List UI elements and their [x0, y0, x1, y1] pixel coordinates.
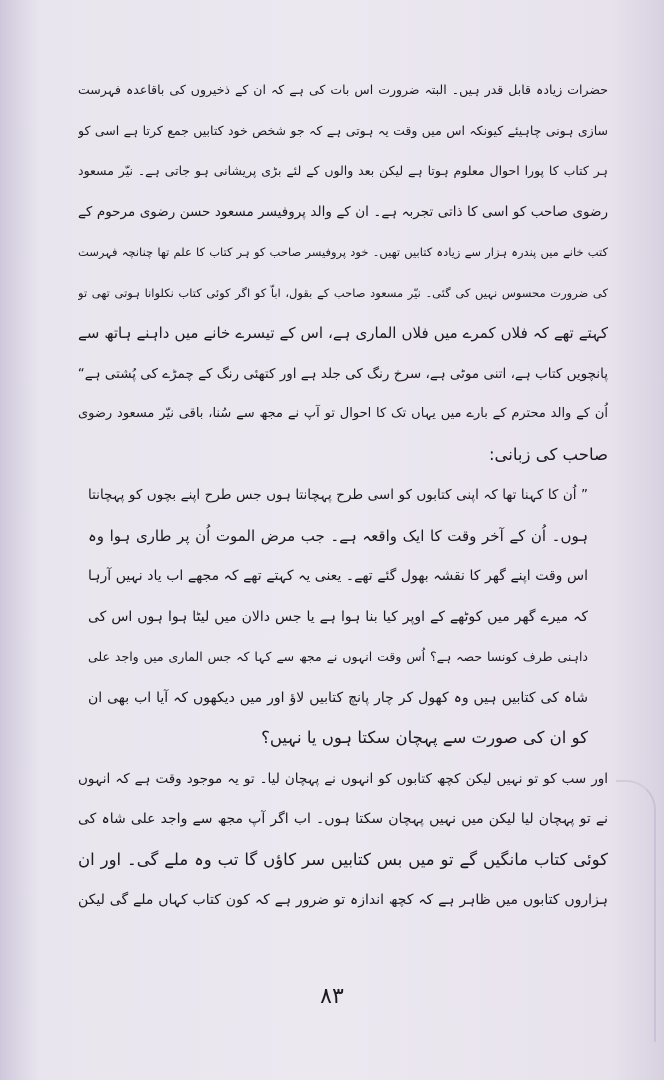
- paragraph-1: [78, 70, 608, 475]
- text-line: صاحب کی زبانی:: [488, 444, 608, 464]
- block-quote: [78, 475, 608, 759]
- quote-line: شاہ کی کتابیں ہیں وہ کھول کر چار پانچ کتابیں لاؤ اور میں دیکھوں کہ آیا اب بھی ان: [88, 689, 588, 706]
- page-text: [78, 70, 608, 921]
- text-line: سازی ہونی چاہیئے کیونکہ اس میں وقت یہ ہوتی ہے کہ جو شخص خود کتابیں جمع کرتا ہے اسی کو: [78, 122, 608, 138]
- text-line: اُن کے والد محترم کے بارے میں یہاں تک کا احوال تو آپ نے مجھ سے سُنا، باقی نیّر مسعود رضوی: [78, 406, 608, 421]
- text-line: اور سب کو تو نہیں لیکن کچھ کتابوں کو انہوں نے پہچان لیا۔ تو یہ موجود وقت ہے کہ انہوں: [78, 770, 608, 787]
- text-line: حضرات زیادہ قابل قدر ہیں۔ البتہ ضرورت اس بات کی ہے کہ ان کے ذخیروں کی باقاعدہ فہرست: [78, 82, 608, 97]
- paragraph-2: [78, 759, 608, 921]
- text-line: کتب خانے میں پندرہ ہزار سے زیادہ کتابیں تھیں۔ خود پروفیسر صاحب کو ہر کتاب کا علم تھا چنانچہ فہرست: [78, 245, 608, 259]
- text-line: کوئی کتاب مانگیں گے تو میں بس کتابیں سر کاؤں گا تب وہ ملے گی۔ اور ان: [78, 849, 608, 869]
- text-line: ہر کتاب کا پورا احوال معلوم ہوتا ہے لیکن بعد والوں کے لئے بڑی پریشانی ہو جاتی ہے۔ نیّر مسعود: [78, 163, 608, 178]
- text-line: نے تو پہچان لیا لیکن میں نہیں پہچان سکتا ہوں۔ اب اگر آپ مجھ سے واجد علی شاہ کی: [78, 811, 608, 827]
- quote-line: کہ میرے گھر میں کوٹھے کے اوپر کیا بنا ہوا ہے یا جس دالان میں لیٹا ہوا ہوں اس کی: [88, 608, 588, 625]
- text-line: ہزاروں کتابوں میں ظاہر ہے کہ کچھ اندازہ تو ضرور ہے کہ کون کتاب کہاں ملے گی لیکن: [78, 892, 608, 908]
- quote-line: کو ان کی صورت سے پہچان سکتا ہوں یا نہیں؟: [261, 728, 588, 747]
- quote-line: ہوں۔ اُن کے آخر وقت کا ایک واقعہ ہے۔ جب مرض الموت اُن پر طاری ہوا وہ: [88, 526, 588, 545]
- text-line: کہتے تھے کہ فلاں کمرے میں فلاں الماری ہے، اس کے تیسرے خانے میں داہنے ہاتھ سے: [78, 324, 608, 342]
- text-line: کی ضرورت محسوس نہیں کی گئی۔ نیّر مسعود صاحب کے بقول، اباّ کو اگر کوئی کتاب نکلوانا ہوتی تھی تو: [78, 285, 608, 300]
- quote-line: ” اُن کا کہنا تھا کہ اپنی کتابوں کو اسی طرح پہچانتا ہوں جس طرح اپنے بچوں کو پہچانتا: [88, 487, 588, 503]
- quote-line: اس وقت اپنے گھر کا نقشہ بھول گئے تھے۔ یعنی یہ کہتے تھے کہ مجھے اب یاد نہیں آرہا: [88, 568, 588, 584]
- page-number: ۸۳: [320, 984, 344, 1009]
- text-line: رضوی صاحب کو اسی کا ذاتی تجربہ ہے۔ ان کے والد پروفیسر مسعود حسن رضوی مرحوم کے: [78, 203, 608, 220]
- text-line: پانچویں کتاب ہے، اتنی موٹی ہے، سرخ رنگ کی جلد ہے اور کتھئی رنگ کے چمڑے کی پُشتی ہے“: [78, 365, 608, 382]
- quote-line: داہنی طرف کونسا حصہ ہے؟ اُس وقت انہوں نے مجھ سے کہا کہ جس الماری میں واجد علی: [88, 649, 588, 664]
